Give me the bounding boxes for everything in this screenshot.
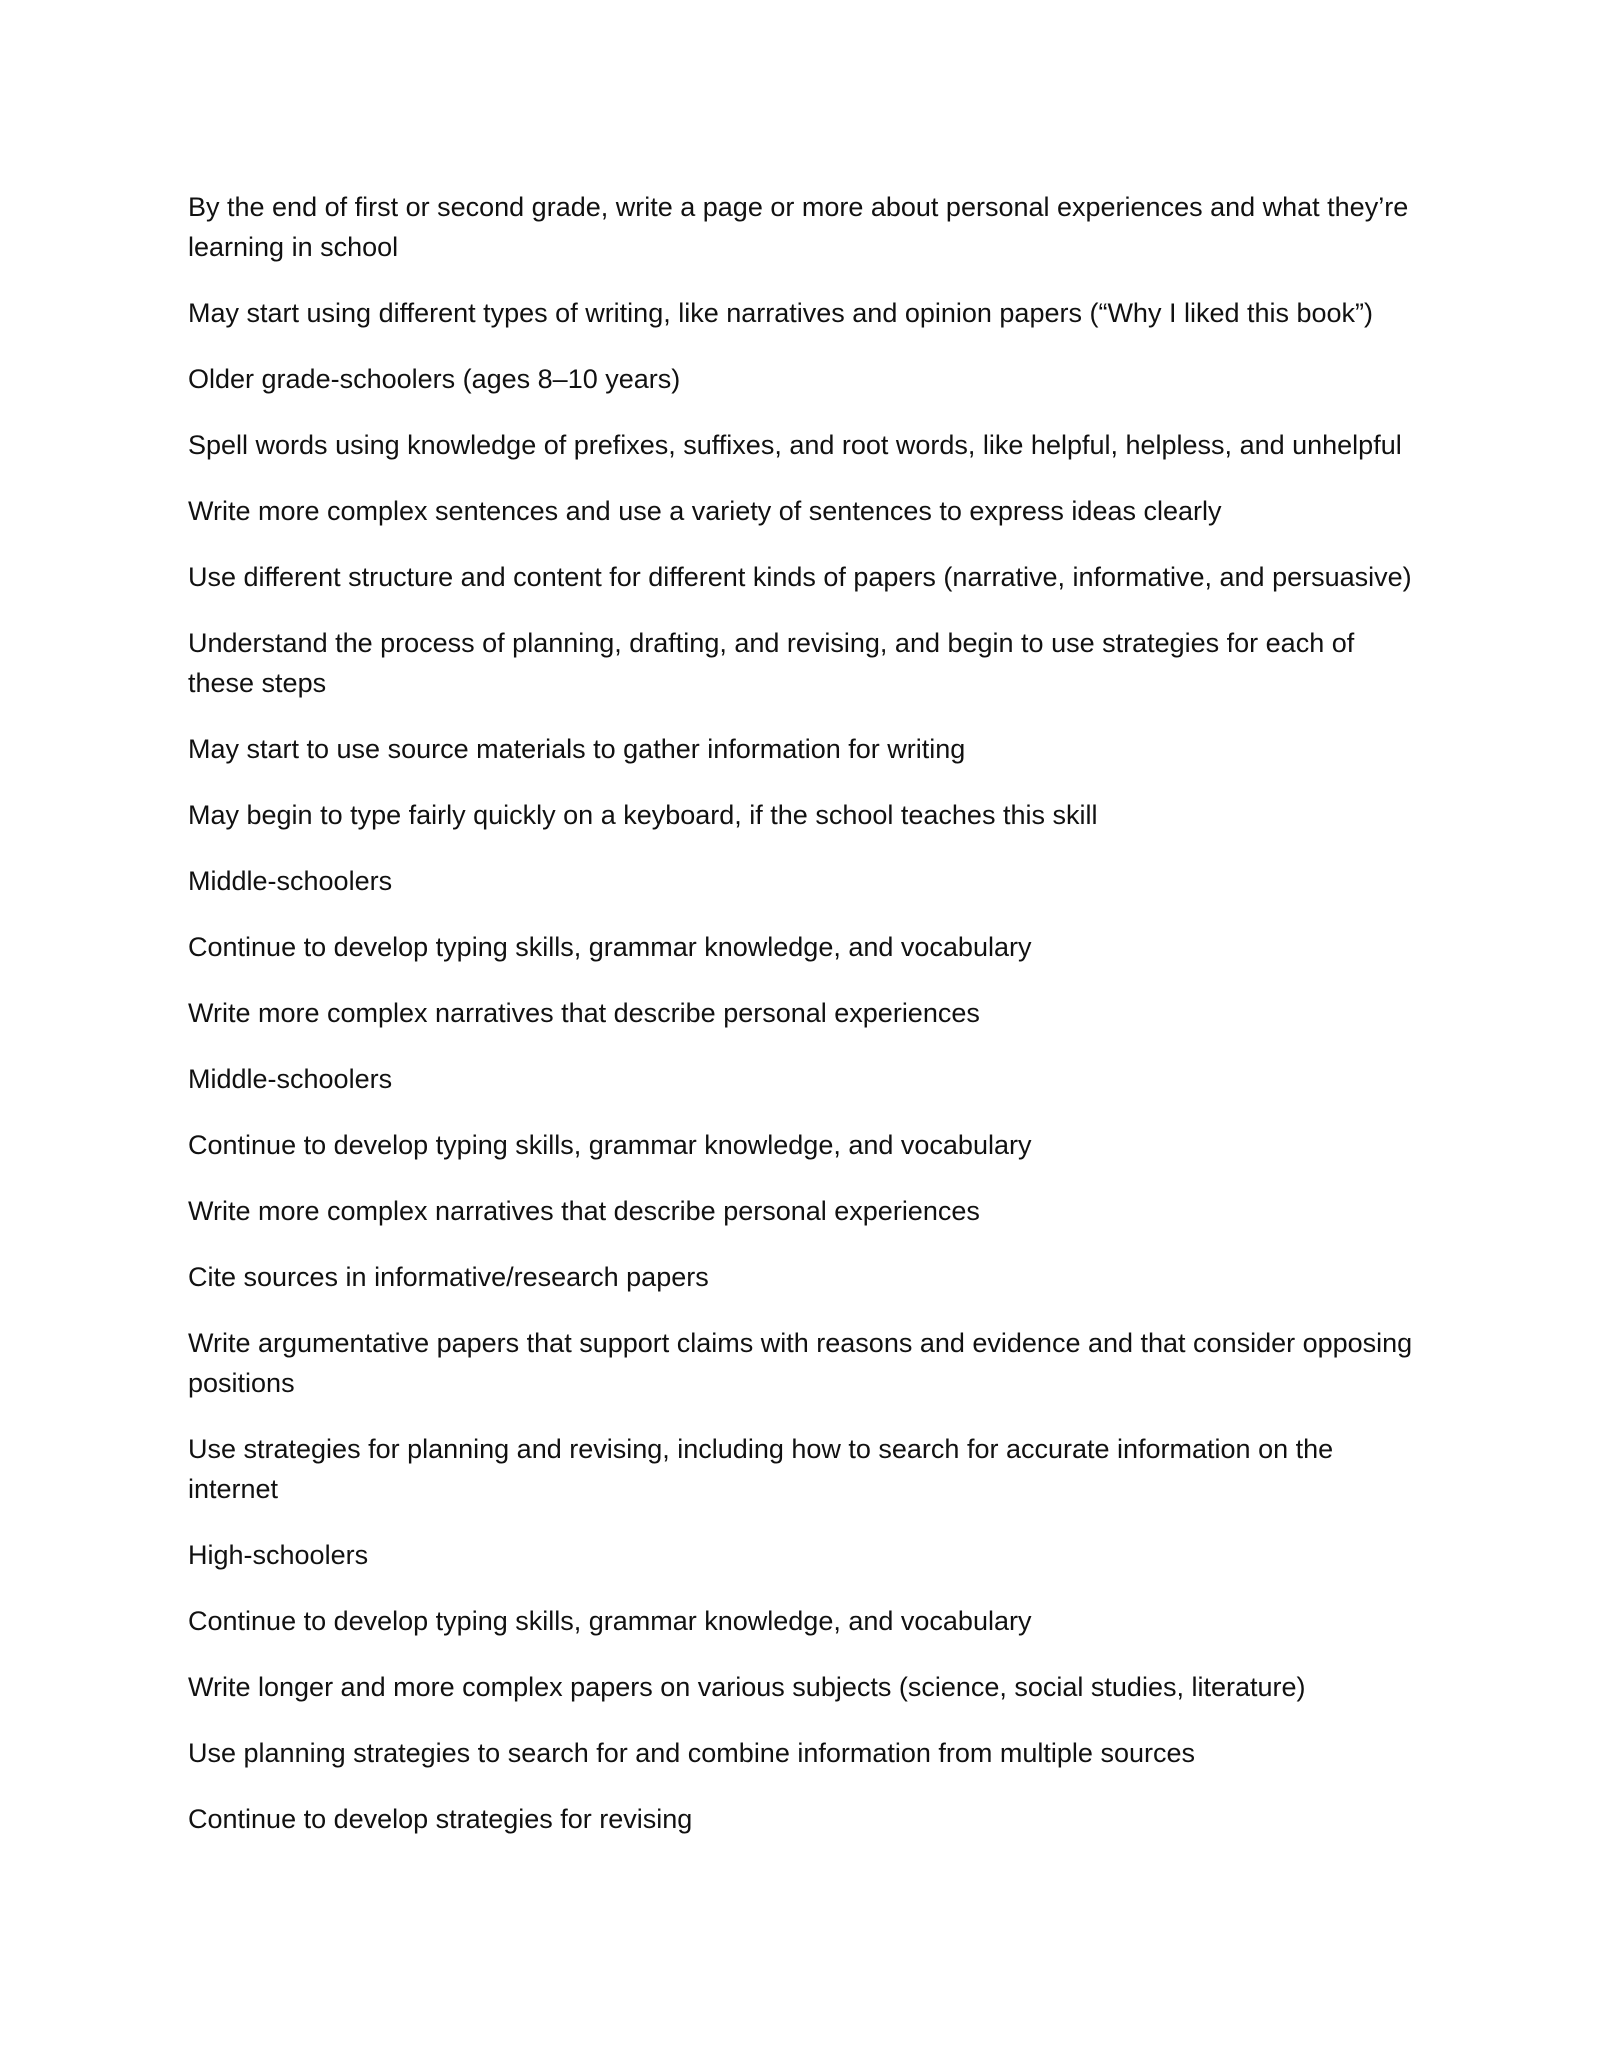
paragraph-8: May start to use source materials to gather information for writing [188, 734, 966, 764]
section-heading-high-schoolers: High-schoolers [188, 1540, 369, 1570]
paragraph-14: Continue to develop typing skills, grammar knowledge, and vocabulary [188, 1130, 1032, 1160]
paragraph-15: Write more complex narratives that describe personal experiences [188, 1196, 980, 1226]
paragraph-16: Cite sources in informative/research papers [188, 1262, 709, 1292]
section-heading-older-grade-schoolers: Older grade-schoolers (ages 8–10 years) [188, 364, 681, 394]
paragraph-1: By the end of first or second grade, write a page or more about personal experiences and what they’re learning in school [188, 192, 1409, 262]
paragraph-17: Write argumentative papers that support claims with reasons and evidence and that consider opposing positions [188, 1328, 1413, 1398]
paragraph-9: May begin to type fairly quickly on a keyboard, if the school teaches this skill [188, 800, 1098, 830]
paragraph-4: Spell words using knowledge of prefixes, suffixes, and root words, like helpful, helpless, and unhelpful [188, 430, 1402, 460]
paragraph-11: Continue to develop typing skills, grammar knowledge, and vocabulary [188, 932, 1032, 962]
document-body [188, 187, 1418, 1865]
paragraph-7: Understand the process of planning, drafting, and revising, and begin to use strategies for each of these steps [188, 628, 1355, 698]
paragraph-20: Continue to develop typing skills, grammar knowledge, and vocabulary [188, 1606, 1032, 1636]
section-heading-middle-schoolers: Middle-schoolers [188, 866, 393, 896]
paragraph-18: Use strategies for planning and revising, including how to search for accurate information on the internet [188, 1434, 1334, 1504]
paragraph-6: Use different structure and content for different kinds of papers (narrative, informative, and persuasive) [188, 562, 1412, 592]
paragraph-23: Continue to develop strategies for revising [188, 1804, 693, 1834]
paragraph-21: Write longer and more complex papers on various subjects (science, social studies, literature) [188, 1672, 1306, 1702]
paragraph-2: May start using different types of writing, like narratives and opinion papers (“Why I liked this book”) [188, 298, 1374, 328]
paragraph-5: Write more complex sentences and use a variety of sentences to express ideas clearly [188, 496, 1222, 526]
paragraph-22: Use planning strategies to search for and combine information from multiple sources [188, 1738, 1195, 1768]
section-heading-middle-schoolers-2: Middle-schoolers [188, 1064, 393, 1094]
paragraph-12: Write more complex narratives that describe personal experiences [188, 998, 980, 1028]
